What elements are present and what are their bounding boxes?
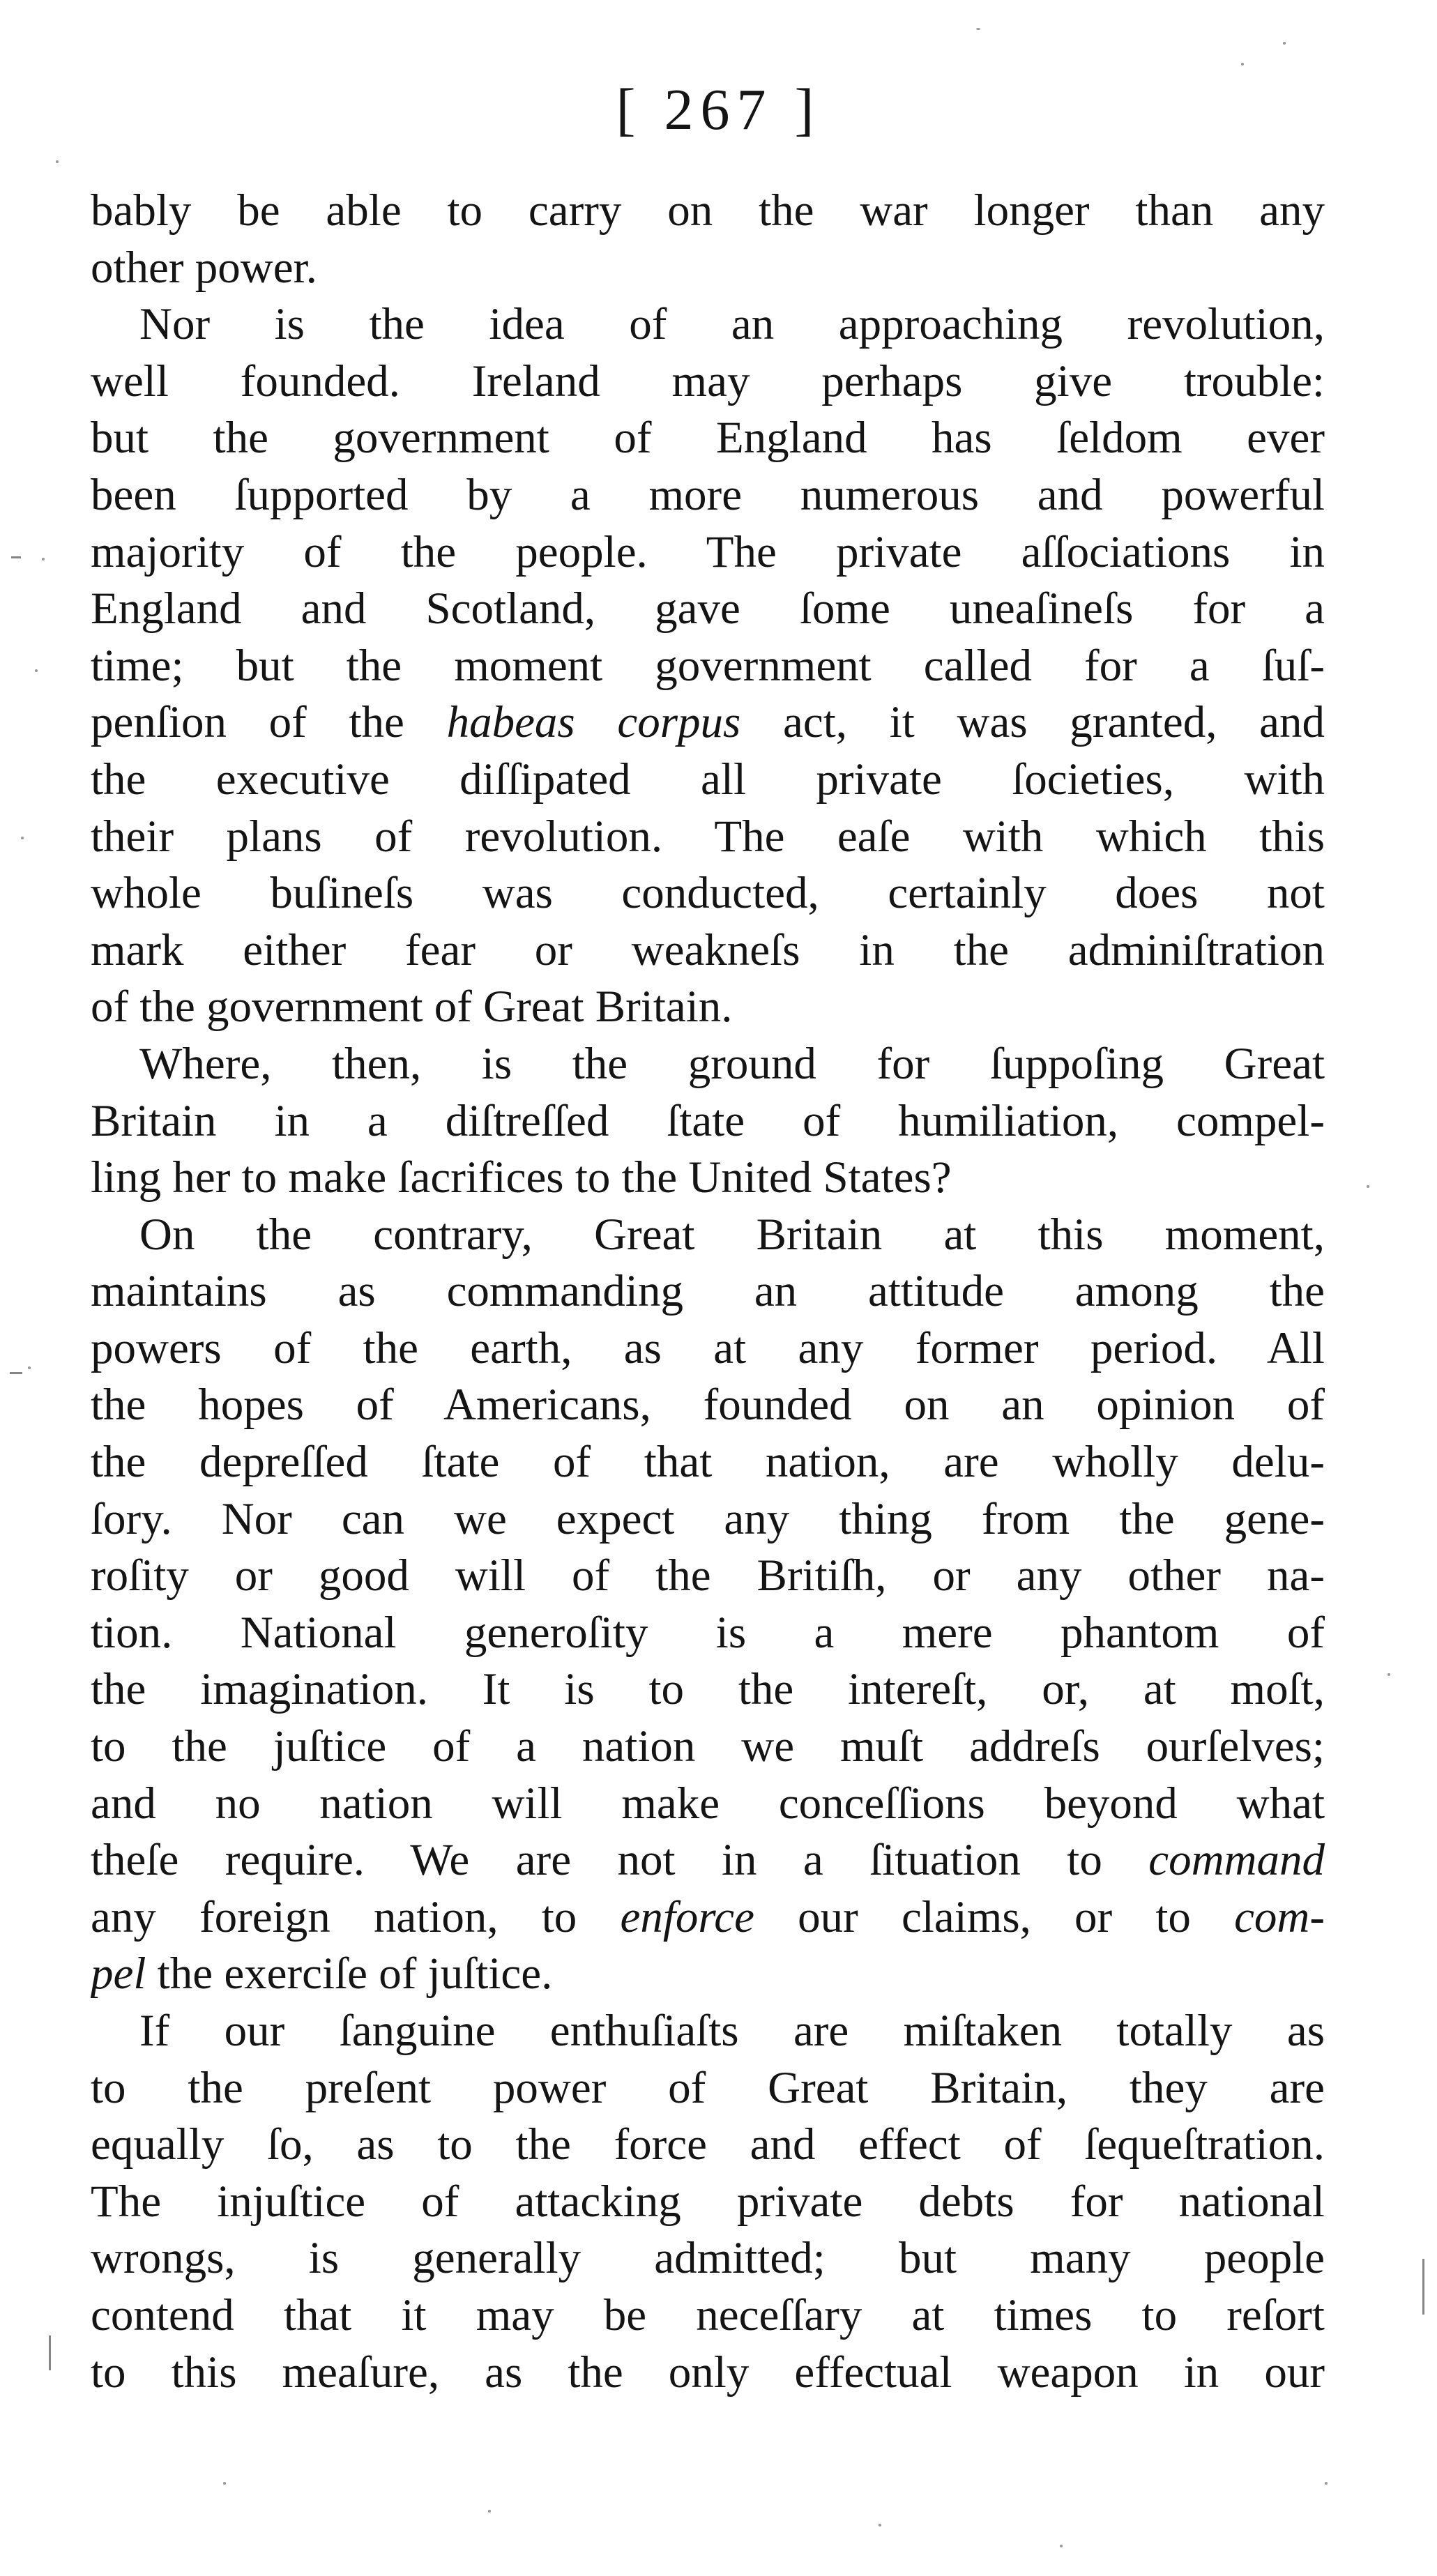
text-line: and no nation will make conceſſions beyond what: [91, 1778, 1325, 1829]
text-line: equally ſo, as to the force and effect of ſequeſtration.: [91, 2119, 1325, 2170]
text-line: pel the exerciſe of juſtice.: [91, 1949, 553, 1999]
page-number-header: [ 267 ]: [616, 77, 821, 142]
text-line: powers of the earth, as at any former period. All: [91, 1323, 1325, 1373]
italic-word: com-: [1234, 1891, 1325, 1942]
text-line: Britain in a diſtreſſed ſtate of humiliation, compel-: [91, 1095, 1325, 1146]
margin-mark: [11, 556, 21, 558]
text-line: theſe require. We are not in a ſituation to command: [91, 1835, 1325, 1886]
scan-speck: [1241, 63, 1244, 66]
scan-speck: [879, 2524, 881, 2527]
text-line: penſion of the habeas corpus act, it was granted, and: [91, 697, 1325, 748]
scan-speck: [976, 28, 980, 30]
scan-speck: [1283, 42, 1286, 45]
text-line: but the government of England has ſeldom ever: [91, 413, 1325, 464]
text-line: bably be able to carry on the war longer than any: [91, 185, 1325, 236]
scan-speck: [28, 1366, 31, 1369]
text-line: wrongs, is generally admitted; but many people: [91, 2233, 1325, 2284]
text-line: majority of the people. The private aſſociations in: [91, 526, 1325, 577]
scan-speck: [223, 2482, 226, 2485]
body-text: [91, 183, 1325, 2401]
text-line: any foreign nation, to enforce our claims, or to com-: [91, 1891, 1325, 1942]
scan-speck: [42, 558, 45, 561]
scan-speck: [488, 2510, 491, 2513]
text-line: Nor is the idea of an approaching revolution,: [139, 299, 1325, 350]
text-line: the executive diſſipated all private ſocieties, with: [91, 754, 1325, 805]
text-line: ling her to make ſacrifices to the United States?: [91, 1152, 952, 1203]
text-line: the hopes of Americans, founded on an opinion of: [91, 1380, 1325, 1431]
italic-word: command: [1148, 1835, 1325, 1886]
text-line: On the contrary, Great Britain at this moment,: [139, 1209, 1325, 1260]
text-line: whole buſineſs was conducted, certainly does not: [91, 868, 1325, 919]
text-line: ſory. Nor can we expect any thing from the gene-: [91, 1493, 1325, 1544]
text-line: roſity or good will of the Britiſh, or any other na-: [91, 1550, 1325, 1601]
scan-speck: [1387, 1673, 1390, 1676]
text-line: tion. National generoſity is a mere phantom of: [91, 1607, 1325, 1658]
text-line: Where, then, is the ground for ſuppoſing Great: [139, 1038, 1325, 1089]
margin-mark: [1422, 2259, 1424, 2315]
text-line: time; but the moment government called for a ſuſ-: [91, 640, 1325, 691]
scan-speck: [1060, 2545, 1063, 2547]
text-line: maintains as commanding an attitude among the: [91, 1266, 1325, 1317]
scan-speck: [56, 160, 59, 163]
margin-mark: [49, 2335, 51, 2370]
text-line: been ſupported by a more numerous and powerful: [91, 469, 1325, 520]
italic-word: enforce: [620, 1891, 754, 1942]
text-line: well founded. Ireland may perhaps give trouble:: [91, 356, 1325, 406]
margin-mark: [10, 1372, 22, 1374]
text-line: of the government of Great Britain.: [91, 982, 733, 1032]
scan-speck: [21, 837, 24, 839]
text-line: If our ſanguine enthuſiaſts are miſtaken totally as: [139, 2006, 1325, 2056]
italic-word: pel: [91, 1949, 146, 1999]
text-line: to the juſtice of a nation we muſt addreſs ourſelves;: [91, 1721, 1325, 1772]
italic-phrase: habeas corpus: [446, 697, 741, 748]
text-line: to this meaſure, as the only effectual weapon in our: [91, 2347, 1325, 2398]
text-line: mark either fear or weakneſs in the adminiſtration: [91, 924, 1325, 975]
text-line: to the preſent power of Great Britain, they are: [91, 2062, 1325, 2113]
scan-speck: [1367, 1185, 1369, 1188]
text-line: the depreſſed ſtate of that nation, are wholly delu-: [91, 1437, 1325, 1488]
text-line: The injuſtice of attacking private debts for national: [91, 2176, 1325, 2227]
scan-speck: [1325, 2482, 1328, 2485]
scan-speck: [35, 669, 38, 672]
text-line: their plans of revolution. The eaſe with which this: [91, 811, 1325, 862]
text-line: England and Scotland, gave ſome uneaſineſs for a: [91, 584, 1325, 634]
text-line: other power.: [91, 242, 317, 293]
text-line: the imagination. It is to the intereſt, or, at moſt,: [91, 1664, 1325, 1715]
text-line: contend that it may be neceſſary at times to reſort: [91, 2289, 1325, 2340]
